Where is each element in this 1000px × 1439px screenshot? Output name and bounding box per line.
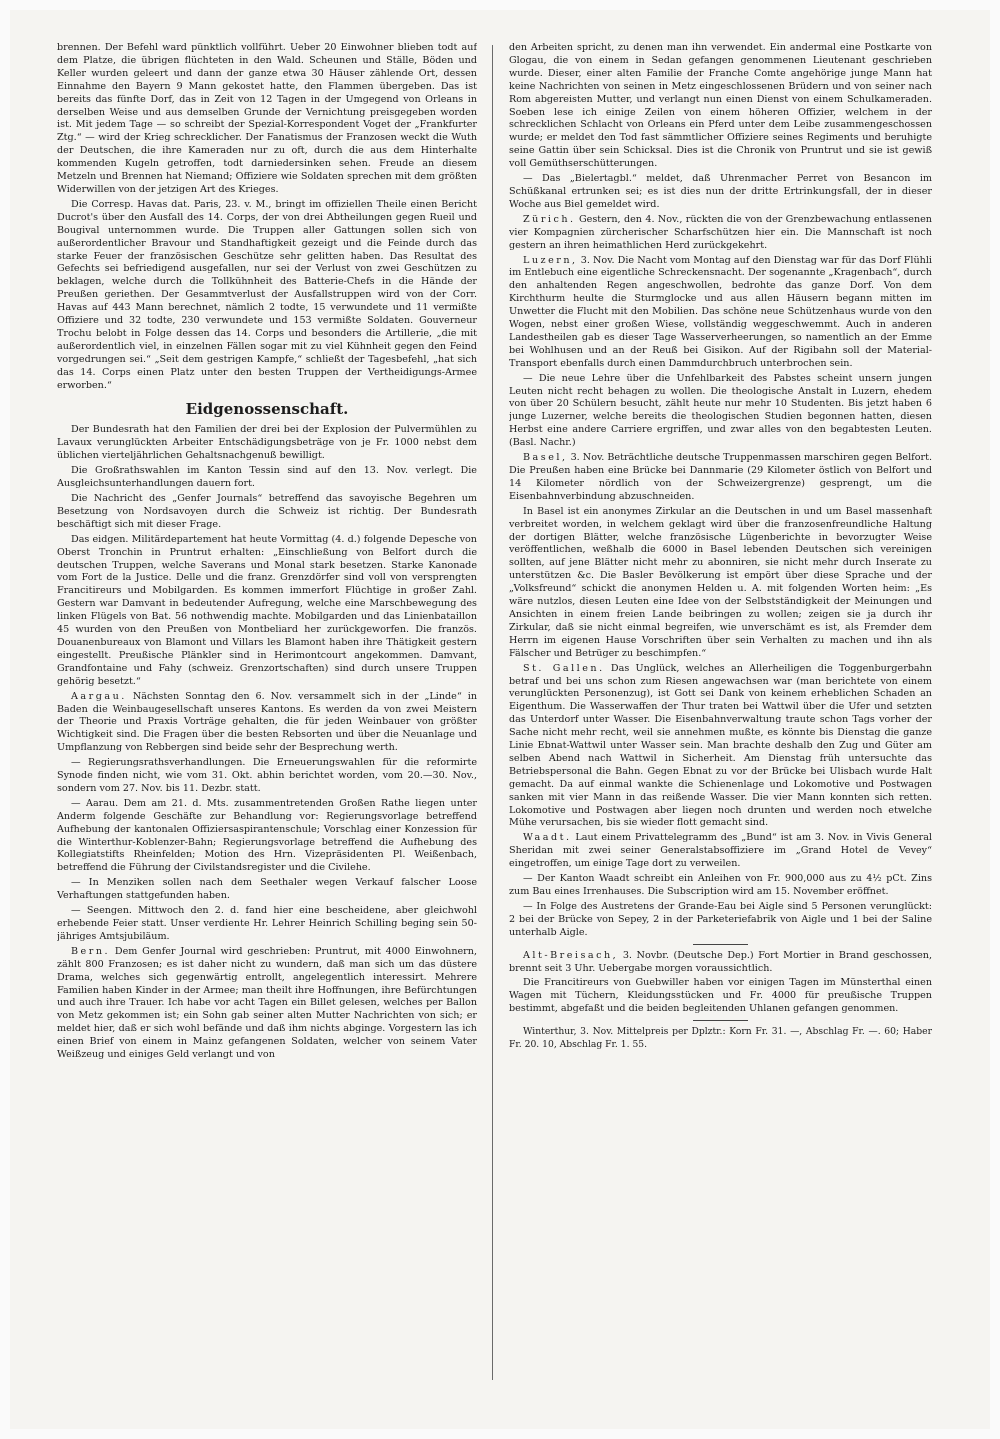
place-name: Basel, (523, 452, 568, 464)
article-paragraph (509, 452, 932, 504)
article-paragraph (57, 691, 477, 756)
article-paragraph: — In Folge des Austretens der Grande-Eau bei Aigle sind 5 Personen verunglückt: 2 bei der Brücke von Sepey, 2 in der Parketeriefabrik von Aigle und 1 bei der Saline unterhalb Aigle. (509, 900, 932, 938)
place-name: Bern. (71, 945, 111, 957)
article-paragraph: Die Corresp. Havas dat. Paris, 23. v. M., bringt im offiziellen Theile einen Bericht Ducrot's über den Ausfall des 14. Corps, der von drei Abtheilungen gegen Rueil und Bougival unternommen wurde. Die Truppen aller Gattungen sollen sich von außerordentlicher Bravour und Standhaftigkeit gezeigt und die Feinde durch das starke Feuer der französischen Geschütze sehr gelitten haben. Das Resultat des Gefechts sei befriedigend ausgefallen, nur sei der Verlust von zwei Geschützen zu beklagen, welche durch die Tollkühnheit des Batterie-Chefs in die Hände der Preußen geriethen. Der Gesammtverlust der Ausfallstruppen wird von der Corr. Havas auf 443 Mann berechnet, nämlich 2 todte, 15 verwundete und 11 vermißte Offiziere und 32 todte, 230 verwundete und 153 vermißte Soldaten. Gouverneur Trochu belobt in Folge dessen das 14. Corps und besonders die Artillerie, „die mit außerordentlich viel, in einzelnen Fällen sogar mit zu viel Kühnheit gegen den Feind vorgedrungen sei.“ „Seit dem gestrigen Kampfe,“ schließt der Tagesbefehl, „hat sich das 14. Corps einen Platz unter den besten Truppen der Vertheidigungs-Armee erworben.“ (57, 198, 477, 391)
article-paragraph: — Die neue Lehre über die Unfehlbarkeit des Pabstes scheint unsern jungen Leuten nicht recht behagen zu wollen. Die theologische Anstalt in Luzern, ehedem von über 20 Schülern besucht, zählt heute nur mehr 10 Studenten. Bis jetzt haben 6 junge Luzerner, welche bereits die theologischen Studien begonnen hatten, diesen Herbst eine andere Carriere ergriffen, und zwar alles von den begabtesten Leuten. (Basl. Nachr.) (509, 372, 932, 449)
left-column (57, 42, 477, 1387)
place-name: Zürich. (523, 213, 576, 225)
separator-rule (693, 944, 748, 945)
article-paragraph (509, 663, 932, 831)
article-text: Dem Genfer Journal wird geschrieben: Pruntrut, mit 4000 Einwohnern, zählt 800 Franzosen; es ist daher nicht zu wundern, daß man sich um das düstere Drama, welches sich gegenwärtig entrollt, angelegentlich interessirt. Mehrere Familien haben Kinder in der Armee; man theilt ihre Hoffnungen, ihre Befürchtungen und auch ihre Trauer. Ich habe vor acht Tagen ein Billet gelesen, welches per Ballon von Metz gekommen ist; ein Sohn gab seiner alten Mutter Nachrichten von sich; er meldet hier, daß er sich wohl befände und daß ihm nichts abginge. Vorgestern las ich einen Brief von einem in Mainz gefangenen Soldaten, welcher von seinem Vater Weißzeug und einiges Geld verlangt und von (57, 945, 477, 1061)
article-paragraph: — Das „Bielertagbl.“ meldet, daß Uhrenmacher Perret von Besancon im Schüßkanal ertrunken sei; es ist dies nun der dritte Ertrinkungsfall, der in dieser Woche aus Biel gemeldet wird. (509, 173, 932, 210)
article-paragraph: Der Bundesrath hat den Familien der drei bei der Explosion der Pulvermühlen zu Lavaux verunglückten Arbeiter Entschädigungsbeträge von je Fr. 1000 nebst dem üblichen vierteljährlichen Gehaltsnachgenuß bewilligt. (57, 424, 477, 462)
article-paragraph (509, 950, 932, 976)
place-name: Luzern, (523, 254, 578, 266)
place-name: Aargau. (71, 690, 127, 702)
article-text: Gestern, den 4. Nov., rückten die von der Grenzbewachung entlassenen vier Kompagnien zürcherischer Scharfschützen hier ein. Die Mannschaft ist noch gestern an ihren heimathlichen Herd zurückgekehrt. (509, 213, 932, 251)
article-paragraph: Das eidgen. Militärdepartement hat heute Vormittag (4. d.) folgende Depesche von Oberst Tronchin in Pruntrut erhalten: „Einschließung von Belfort durch die deutschen Truppen, welche Saverans und Monal stark besetzen. Starke Kanonade vom Fort de la Justice. Delle und die franz. Grenzdörfer sind voll von versprengten Francitireurs und Mobilgarden. Es kommen immerfort Flüchtige in großer Zahl. Gestern war Damvant in bedeutender Aufregung, welche eine Marschbewegung des linken Flügels von Bat. 56 nothwendig machte. Mobilgarden und das Linienbataillon 45 wurden von den Preußen von Montbeliard her zurückgeworfen. Die französ. Douanenbureaux von Blamont und Villars les Blamont haben ihre Thätigkeit gestern eingestellt. Preußische Plänkler sind in Herimontcourt angekommen. Damvant, Grandfontaine und Fahy (schweiz. Grenzortschaften) sind durch unsere Truppen gehörig besetzt.“ (57, 533, 477, 687)
separator-rule (693, 1020, 748, 1021)
place-name: St. Gallen. (523, 662, 605, 674)
article-paragraph: — In Menziken sollen nach dem Seethaler wegen Verkauf falscher Loose Verhaftungen stattgefunden haben. (57, 877, 477, 902)
article-text: 3. Nov. Die Nacht vom Montag auf den Dienstag war für das Dorf Flühli im Entlebuch eine eigentliche Schreckensnacht. Der sogenannte „Kragenbach“, durch den anhaltenden Regen angeschwollen, bedrohte das ganze Dorf. Von dem Kirchthurm heulte die Sturmglocke und aus allen Häusern begann mitten im Unwetter die Flucht mit den Mobilien. Das schöne neue Schützenhaus wurde von den Wogen, nebst einer großen Wiese, vollständig weggeschwemmt. Auch in anderen Landestheilen gab es dieser Tage Wasserverheerungen, so namentlich an der Emme bei Wohlhusen und an der Reuß bei Gisikon. Auf der Rigibahn soll der Material-Transport ebenfalls durch einen Dammdurchbruch unterbrochen sein. (509, 254, 932, 369)
article-paragraph (509, 832, 932, 871)
article-text: Laut einem Privattelegramm des „Bund“ ist am 3. Nov. in Vivis General Sheridan mit zwei seiner Generalstabsoffiziere im „Grand Hotel de Vevey“ eingetroffen, um einige Tage dort zu verweilen. (509, 832, 932, 870)
article-paragraph (509, 214, 932, 253)
article-paragraph: — Seengen. Mittwoch den 2. d. fand hier eine bescheidene, aber gleichwohl erhebende Feier statt. Unser verdiente Hr. Lehrer Heinrich Schilling beging sein 50-jähriges Amtsjubiläum. (57, 905, 477, 942)
column-divider (492, 45, 493, 1380)
place-name: Alt-Breisach, (523, 949, 619, 961)
place-name: Waadt. (523, 832, 572, 844)
right-column (509, 42, 932, 1387)
article-paragraph: Die Großrathswahlen im Kanton Tessin sind auf den 13. Nov. verlegt. Die Ausgleichsunterhandlungen dauern fort. (57, 465, 477, 490)
article-text: 3. Nov. Beträchtliche deutsche Truppenmassen marschiren gegen Belfort. Die Preußen haben eine Brücke bei Dannmarie (29 Kilometer östlich von Belfort und 14 Kilometer nördlich von der Schweizergrenze) gesprengt, um die Eisenbahnverbindung abzuschneiden. (509, 452, 932, 502)
article-paragraph: — Der Kanton Waadt schreibt ein Anleihen von Fr. 900,000 aus zu 4½ pCt. Zins zum Bau eines Irrenhauses. Die Subscription wird am 15. November eröffnet. (509, 873, 932, 897)
article-paragraph: — Regierungsrathsverhandlungen. Die Erneuerungswahlen für die reformirte Synode finden nicht, wie vom 31. Okt. abhin berichtet worden, vom 20.—30. Nov., sondern vom 27. Nov. bis 11. Dezbr. statt. (57, 757, 477, 794)
article-text: 3. Novbr. (Deutsche Dep.) Fort Mortier in Brand geschossen, brennt seit 3 Uhr. Uebergabe morgen voraussichtlich. (509, 949, 932, 974)
article-paragraph (57, 946, 477, 1062)
article-paragraph: Die Nachricht des „Genfer Journals“ betreffend das savoyische Begehren um Besetzung von Nordsavoyen durch die Schweiz ist richtig. Der Bundesrath beschäftigt sich mit dieser Frage. (57, 493, 477, 530)
article-paragraph (509, 255, 932, 371)
article-paragraph: In Basel ist ein anonymes Zirkular an die Deutschen in und um Basel massenhaft verbreitet worden, in welchem geklagt wird über die franzosenfreundliche Haltung der dortigen Blätter, welche französische Lügenberichte in bevorzugter Weise veröffentlichen, weßhalb die 6000 in Basel lebenden Deutschen sich vereinigen sollten, auf jene Blätter nicht mehr zu abonniren, sie nicht mehr durch Inserate zu unterstützen &c. Die Basler Bevölkerung ist empört über diese Sprache und der „Volksfreund“ schickt die anonymen Helden u. A. mit folgenden Worten heim: „Es wäre nutzlos, diesen Leuten eine Idee von der Selbstständigkeit der Meinungen und Ansichten in einem freien Lande beibringen zu wollen; zeigen sie ja durch ihr Zirkular, daß sie nicht einmal begreifen, wie unverschämt es ist, als Fremder dem Herrn im eigenen Hause Vorschriften über sein Verhalten zu machen und ihn als Fälscher und Betrüger zu beschimpfen.“ (509, 505, 932, 659)
article-paragraph: Die Francitireurs von Guebwiller haben vor einigen Tagen im Münsterthal einen Wagen mit Tüchern, Kleidungsstücken und Fr. 4000 für preußische Truppen bestimmt, abgefaßt und die beiden begleitenden Uhlanen gefangen genommen. (509, 977, 932, 1015)
article-text: Nächsten Sonntag den 6. Nov. versammelt sich in der „Linde“ in Baden die Weinbaugesellschaft unseres Kantons. Es werden da von zwei Meistern der Theorie und Praxis Vorträge gehalten, die für jeden Weinbauer von größter Wichtigkeit sind. Die Fragen über die besten Rebsorten und über die Neuanlage und Umpflanzung von Rebbergen sind beide sehr der Besprechung werth. (57, 690, 477, 754)
article-paragraph: brennen. Der Befehl ward pünktlich vollführt. Ueber 20 Einwohner blieben todt auf dem Platze, die übrigen flüchteten in den Wald. Scheunen und Ställe, Böden und Keller wurden geleert und dann der ganze etwa 30 Häuser zählende Ort, dessen Einnahme den Bayern 9 Mann gekostet hatte, den Flammen übergeben. Das ist bereits das fünfte Dorf, das in Zeit von 12 Tagen in der Umgegend von Orleans in derselben Weise und aus demselben Grunde der Vernichtung preisgegeben worden ist. Mit jedem Tage — so schreibt der Spezial-Korrespondent Voget der „Frankfurter Ztg.“ — wird der Krieg schrecklicher. Der Fanatismus der Franzosen weckt die Wuth der Deutschen, die ihre Kameraden nur zu oft, durch die aus dem Hinterhalte kommenden Kugeln getroffen, todt darniedersinken sehen. Freude an diesem Metzeln und Brennen hat Niemand; Offiziere wie Soldaten sprechen mit dem größten Widerwillen von der jetzigen Art des Krieges. (57, 42, 477, 195)
article-text: Das Unglück, welches an Allerheiligen die Toggenburgerbahn betraf und bei uns schon zum Riesen angewachsen war (man berichtete von einem verunglückten Personenzug), ist Gott sei Dank von keinem erheblichen Schaden an Eigenthum. Die Wasserwaffen der Thur traten bei Wattwil über die Ufer und setzten das Unterdorf unter Wasser. Die Eisenbahnverwaltung traute schon Tags vorher der Sache nicht mehr recht, weil sie annehmen mußte, es könnte bis Dienstag die ganze Linie Ebnat-Wattwil unter Wasser sein. Man brachte deshalb den Zug und Güter am selben Abend nach Wattwil in Sicherheit. Am Dienstag früh untersuchte das Betriebspersonal die Bahn. Gegen Ebnat zu vor der Brücke bei Ulisbach wurde Halt gemacht. Da auf einmal wankte die Schienenlage und Lokomotive und Postwagen sanken mit vier Mann in das reißende Wasser. Die vier Mann konnten sich retten. Lokomotive und Postwagen aber liegen noch drunten und werden noch etwelche Mühe verursachen, bis sie wieder flott gemacht sind. (509, 662, 932, 829)
market-report: Winterthur, 3. Nov. Mittelpreis per Dplztr.: Korn Fr. 31. —, Abschlag Fr. —. 60; Haber Fr. 20. 10, Abschlag Fr. 1. 55. (509, 1026, 932, 1051)
article-paragraph: — Aarau. Dem am 21. d. Mts. zusammentretenden Großen Rathe liegen unter Anderm folgende Geschäfte zur Behandlung vor: Regierungsvorlage betreffend Aufhebung der kantonalen Offiziersaspirantenschule; Vorschlag einer Konzession für die Winterthur-Koblenzer-Bahn; Regierungsvorlage betreffend die Aufhebung des Kollegiatstifts Rheinfelden; Motion des Hrn. Vizepräsidenten Pl. Weißenbach, betreffend die Führung der Civilstandsregister und die Civilehe. (57, 797, 477, 874)
article-paragraph: den Arbeiten spricht, zu denen man ihn verwendet. Ein andermal eine Postkarte von Glogau, die von einem in Sedan gefangen genommenen Lieutenant geschrieben wurde. Dieser, einer alten Familie der Franche Comte angehörige junge Mann hat keine Nachrichten von seinen in Metz eingeschlossenen Brüdern und von seiner nach Rom abgereisten Mutter, und verlangt nun einen Dienst von einem Schulkameraden. Soeben lese ich einige Zeilen von einem höheren Offizier, welchem in der schrecklichen Schlacht von Orleans ein Pferd unter dem Leibe zusammengeschossen wurde; er meldet den Tod fast sämmtlicher Offiziere seines Regiments und beruhigte seine Gattin über sein Schicksal. Dies ist die Chronik von Pruntrut und sie ist gewiß voll Gemüthserschütterungen. (509, 42, 932, 170)
section-heading: Eidgenossenschaft. (185, 400, 349, 419)
